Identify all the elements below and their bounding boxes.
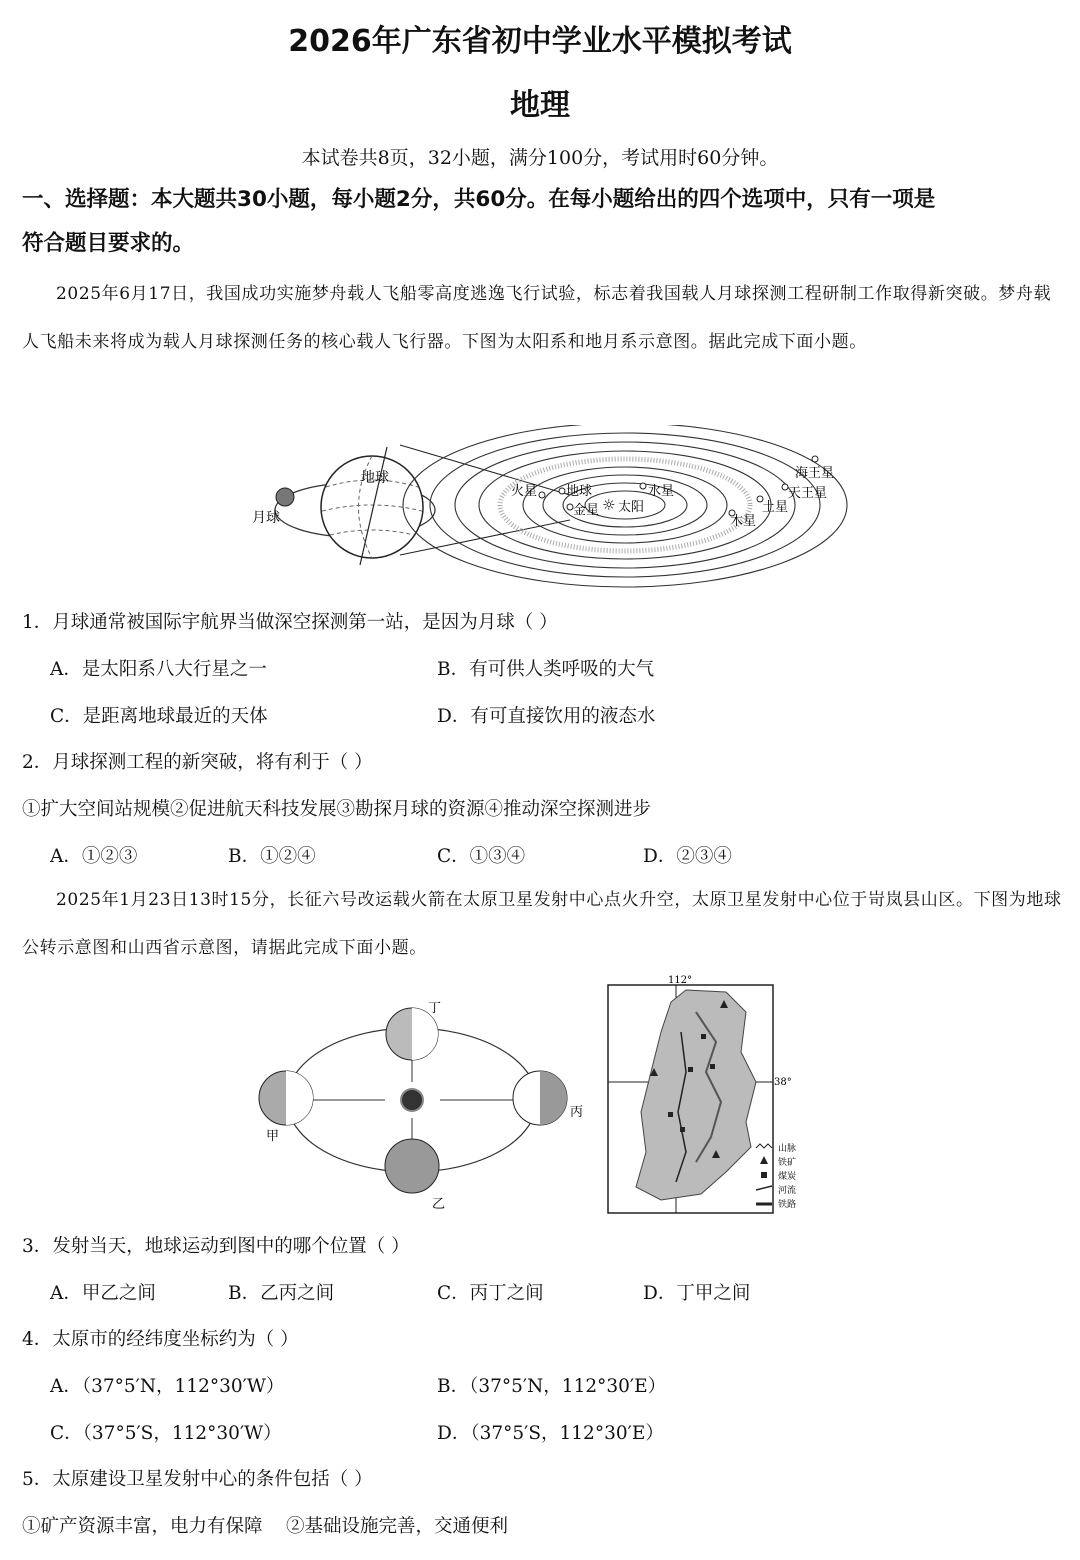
section-heading-line1: 一、选择题：本大题共30小题，每小题2分，共60分。在每小题给出的四个选项中，只有一项是: [22, 187, 936, 212]
label-longitude: 112°: [668, 975, 693, 986]
q5-items: ①矿产资源丰富，电力有保障 ②基础设施完善，交通便利: [22, 1516, 509, 1537]
svg-text:河流: 河流: [778, 1186, 797, 1196]
q2-items: ①扩大空间站规模②促进航天科技发展③勘探月球的资源④推动深空探测进步: [22, 799, 652, 820]
label-sun: 太阳: [618, 500, 645, 515]
svg-text:铁矿: 铁矿: [778, 1158, 797, 1168]
label-jia: 甲: [266, 1129, 280, 1144]
q3-option-b[interactable]: B．乙丙之间: [228, 1283, 335, 1304]
q1-option-a[interactable]: A．是太阳系八大行星之一: [50, 659, 267, 680]
q3-option-a[interactable]: A．甲乙之间: [50, 1283, 156, 1304]
q3-option-d[interactable]: D．丁甲之间: [643, 1283, 751, 1304]
q2-option-d[interactable]: D．②③④: [643, 846, 732, 867]
passage-2: 2025年1月23日13时15分，长征六号改运载火箭在太原卫星发射中心点火升空，太原卫星发射中心位于岢岚县山区。下图为地球公转示意图和山西省示意图，请据此完成下面小题。: [22, 890, 1062, 958]
q1-option-c[interactable]: C．是距离地球最近的天体: [50, 706, 268, 727]
q2-option-a[interactable]: A．①②③: [50, 846, 138, 867]
neptune-icon: [812, 456, 818, 462]
earth-revolution-figure: [250, 990, 590, 1210]
sun-icon: [401, 1089, 423, 1111]
q2-option-c[interactable]: C．①③④: [437, 846, 526, 867]
label-moon: 月球: [252, 510, 280, 526]
label-mercury: 水星: [648, 484, 675, 499]
shanxi-map-figure: [606, 972, 836, 1215]
sun-icon: ☼: [602, 496, 616, 514]
q4-option-b[interactable]: B．（37°5′N，112°30′E）: [437, 1376, 667, 1397]
label-earth-planet: 地球: [566, 484, 593, 499]
q2-option-b[interactable]: B．①②④: [228, 846, 316, 867]
mercury-icon: [640, 483, 646, 489]
q1-stem: 1．月球通常被国际宇航界当做深空探测第一站，是因为月球（ ）: [22, 612, 558, 633]
exam-info: 本试卷共8页，32小题，满分100分，考试用时60分钟。: [301, 147, 779, 169]
q5-stem: 5．太原建设卫星发射中心的条件包括（ ）: [22, 1469, 373, 1490]
earth-yi-icon: [385, 1139, 439, 1193]
q4-option-d[interactable]: D．（37°5′S，112°30′E）: [437, 1423, 664, 1444]
svg-text:铁路: 铁路: [778, 1200, 797, 1210]
label-jupiter: 木星: [730, 514, 757, 529]
subject-title: 地理: [510, 88, 570, 123]
mars-icon: [539, 492, 545, 498]
svg-text:山脉: 山脉: [778, 1144, 797, 1154]
svg-text:煤炭: 煤炭: [778, 1172, 797, 1182]
q4-option-a[interactable]: A．（37°5′N，112°30′W）: [50, 1376, 285, 1397]
passage-1: 2025年6月17日，我国成功实施梦舟载人飞船零高度逃逸飞行试验，标志着我国载人月球探测工程研制工作取得新突破。梦舟载人飞船未来将成为载人月球探测任务的核心载人飞行器。下图为太阳系和地月系示意图。据此完成下面小题。: [22, 284, 1052, 352]
label-bing: 丙: [570, 1105, 584, 1120]
label-earth: 地球: [361, 470, 389, 486]
label-venus: 金星: [573, 503, 600, 518]
label-ding: 丁: [428, 1001, 442, 1016]
label-neptune: 海王星: [795, 466, 835, 481]
q1-option-b[interactable]: B．有可供人类呼吸的大气: [437, 659, 655, 680]
label-saturn: 土星: [762, 500, 789, 515]
label-mars: 火星: [511, 484, 538, 499]
label-uranus: 天王星: [788, 486, 828, 501]
q1-option-d[interactable]: D．有可直接饮用的液态水: [437, 706, 656, 727]
label-latitude: 38°: [774, 1077, 792, 1088]
q3-stem: 3．发射当天，地球运动到图中的哪个位置（ ）: [22, 1236, 410, 1257]
moon-icon: [276, 488, 294, 506]
earth-planet-icon: [559, 488, 565, 494]
q4-option-c[interactable]: C．（37°5′S，112°30′W）: [50, 1423, 282, 1444]
q2-stem: 2．月球探测工程的新突破，将有利于（ ）: [22, 752, 373, 773]
solar-system-figure: [240, 425, 850, 595]
label-yi: 乙: [432, 1197, 446, 1210]
q4-stem: 4．太原市的经纬度坐标约为（ ）: [22, 1329, 299, 1350]
q3-option-c[interactable]: C．丙丁之间: [437, 1283, 544, 1304]
section-heading-line2: 符合题目要求的。: [22, 231, 195, 256]
exam-title: 2026年广东省初中学业水平模拟考试: [288, 24, 792, 59]
